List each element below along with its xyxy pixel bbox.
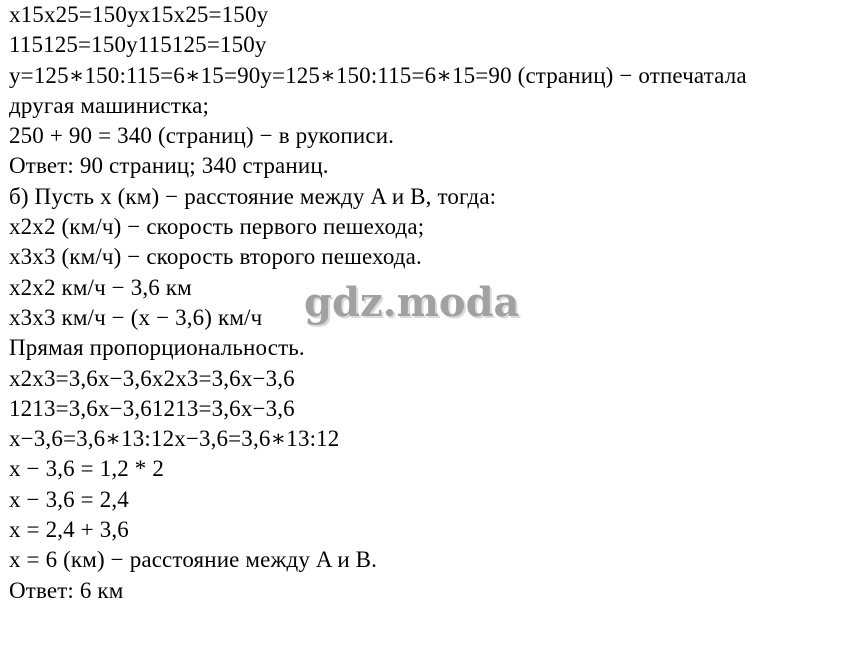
text-line: y=125∗150:115=6∗15=90y=125∗150:115=6∗15=90 (страниц) − отпечатала bbox=[9, 62, 747, 88]
text-line: x3x3 (км/ч) − скорость второго пешехода. bbox=[9, 244, 422, 270]
text-line: б) Пусть x (км) − расстояние между A и B, тогда: bbox=[9, 183, 497, 209]
text-line: x − 3,6 = 1,2 * 2 bbox=[9, 456, 164, 482]
answer-line: Ответ: 6 км bbox=[9, 577, 124, 603]
text-line: 250 + 90 = 340 (страниц) − в рукописи. bbox=[9, 123, 395, 149]
text-line: 1213=3,6x−3,61213=3,6x−3,6 bbox=[9, 395, 295, 421]
text-line: 115125=150y115125=150y bbox=[9, 32, 267, 58]
watermark-logo: gdz.moda bbox=[304, 279, 520, 326]
text-line: x2x2 (км/ч) − скорость первого пешехода; bbox=[9, 214, 425, 240]
text-line: x = 2,4 + 3,6 bbox=[9, 517, 129, 543]
text-line: x15x25=150yx15x25=150y bbox=[9, 2, 269, 27]
text-line: x = 6 (км) − расстояние между A и B. bbox=[9, 547, 378, 573]
text-line: x − 3,6 = 2,4 bbox=[9, 486, 129, 512]
text-line: другая машинистка; bbox=[9, 92, 209, 118]
text-line: x3x3 км/ч − (x − 3,6) км/ч bbox=[9, 304, 263, 330]
text-line: x−3,6=3,6∗13:12x−3,6=3,6∗13:12 bbox=[9, 426, 340, 452]
text-line: Прямая пропорциональность. bbox=[9, 335, 305, 361]
text-line: x2x2 км/ч − 3,6 км bbox=[9, 274, 192, 300]
text-line: x2x3=3,6x−3,6x2x3=3,6x−3,6 bbox=[9, 365, 295, 391]
answer-line: Ответ: 90 страниц; 340 страниц. bbox=[9, 153, 329, 179]
